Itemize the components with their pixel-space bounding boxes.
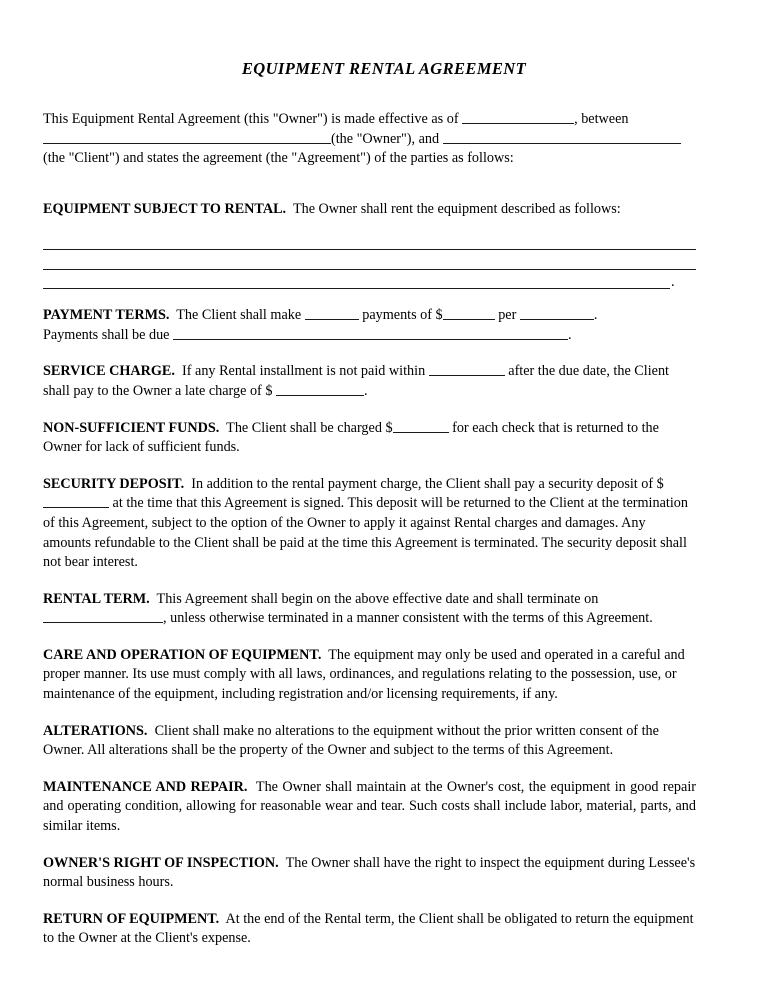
section-heading: EQUIPMENT SUBJECT TO RENTAL. [43,200,287,217]
section-non-sufficient-funds [43,419,696,458]
section-heading: ALTERATIONS. [43,722,148,739]
intro-line1-after: , between [574,111,629,127]
spacer [43,169,696,200]
section-heading: MAINTENANCE AND REPAIR. [43,778,248,795]
effective-date-blank[interactable] [462,110,574,124]
section-maintenance-and-repair [43,778,696,837]
intro-paragraph [43,110,696,169]
spacer [43,761,696,778]
intro-line3: (the "Client") and states the agreement (the "Agreement") of the parties as follows: [43,150,514,167]
page-title: EQUIPMENT RENTAL AGREEMENT [241,59,527,78]
service-text-a: If any Rental installment is not paid within [182,363,426,380]
payment-text-c: per [498,307,517,324]
payment-text-e: Payments shall be due [43,326,170,343]
deposit-text-b: at the time that this Agreement is signed. This deposit will be returned to the Client at the termination of this Agreement, subject to the option of the Owner to apply it against Rental charges and damages. Any amounts refundable to the Client shall be paid at the time this Agreement is terminated. The security deposit shall not bear interest. [43,495,688,571]
equipment-description-blank-3[interactable] [43,270,696,290]
spacer [43,573,696,590]
service-text-b: after the due date, the Client shall pay to the Owner a late charge of $ [43,363,669,399]
section-service-charge [43,362,696,401]
deposit-text-a: In addition to the rental payment charge, the Client shall pay a security deposit of $ [191,475,664,492]
section-heading: SERVICE CHARGE. [43,363,175,380]
nsf-text-b: for each check that is returned to the Owner for lack of sufficient funds. [43,419,659,456]
payment-text-a: The Client shall make [176,307,302,324]
section-security-deposit [43,475,696,573]
nsf-charge-blank[interactable] [393,419,449,433]
payment-text-b: payments of $ [362,307,443,324]
rental-term-text-b: , unless otherwise terminated in a manner consistent with the terms of this Agreement. [163,610,653,627]
section-equipment-subject-to-rental [43,200,696,220]
intro-line2-mid: (the "Owner"), and [331,130,440,147]
section-heading: PAYMENT TERMS. [43,307,170,324]
service-text-c: . [363,382,368,399]
owner-name-blank[interactable] [43,130,331,144]
section-payment-terms [43,306,696,345]
payment-amount-blank[interactable] [443,306,495,320]
payment-period-blank[interactable] [520,306,594,320]
spacer [43,893,696,910]
section-body: The Owner shall have the right to inspect the equipment during Lessee's normal business hours. [43,854,696,891]
section-body: Client shall make no alterations to the equipment without the prior written consent of the Owner. All alterations shall be the property of the Owner and subject to the terms of this Agreement. [43,722,659,759]
section-heading: RETURN OF EQUIPMENT. [43,910,220,927]
payment-due-blank[interactable] [173,326,568,340]
section-body: The Owner shall maintain at the Owner's cost, the equipment in good repair and operating condition, allowing for reasonable wear and tear. Such costs shall include labor, material, parts, and similar items. [43,778,696,835]
spacer [43,629,696,646]
section-heading: CARE AND OPERATION OF EQUIPMENT. [43,646,322,663]
payment-text-f: . [568,326,572,343]
section-owners-right-of-inspection [43,854,696,893]
spacer [43,402,696,419]
rental-term-end-blank[interactable] [43,609,163,623]
section-return-of-equipment [43,910,696,949]
nsf-text-a: The Client shall be charged $ [226,419,393,436]
intro-line1-before: This Equipment Rental Agreement (this "Owner") is made effective as of [43,111,459,127]
section-heading: OWNER'S RIGHT OF INSPECTION. [43,854,279,871]
payment-text-d: . [593,307,598,324]
section-body: The equipment may only be used and operated in a careful and proper manner. Its use must comply with all laws, ordinances, and regulations relating to the possession, use, or maintenance of the equipment, including registration and/or licensing requirements, if any. [43,646,685,703]
spacer [43,289,696,306]
section-heading: NON-SUFFICIENT FUNDS. [43,419,220,436]
spacer [43,837,696,854]
spacer [43,705,696,722]
security-deposit-amount-blank[interactable] [43,494,109,508]
section-body: The Owner shall rent the equipment described as follows: [292,200,621,217]
rental-term-text-a: This Agreement shall begin on the above effective date and shall terminate on [156,590,599,607]
client-name-blank[interactable] [443,130,681,144]
spacer [43,345,696,362]
section-heading: RENTAL TERM. [43,590,150,607]
equipment-description-period: . [671,274,675,291]
document-body [43,110,696,949]
section-rental-term [43,590,696,629]
section-alterations [43,722,696,761]
section-body: At the end of the Rental term, the Client shall be obligated to return the equipment to the Owner at the Client's expense. [43,910,694,947]
section-care-and-operation-of-equipment [43,646,696,705]
spacer [43,458,696,475]
equipment-description-blank-1[interactable] [43,230,696,250]
section-heading: SECURITY DEPOSIT. [43,475,185,492]
payment-count-blank[interactable] [305,306,359,320]
equipment-description-blank-2[interactable] [43,250,696,270]
spacer [43,219,696,230]
service-late-charge-blank[interactable] [276,382,364,396]
service-period-blank[interactable] [429,362,505,376]
